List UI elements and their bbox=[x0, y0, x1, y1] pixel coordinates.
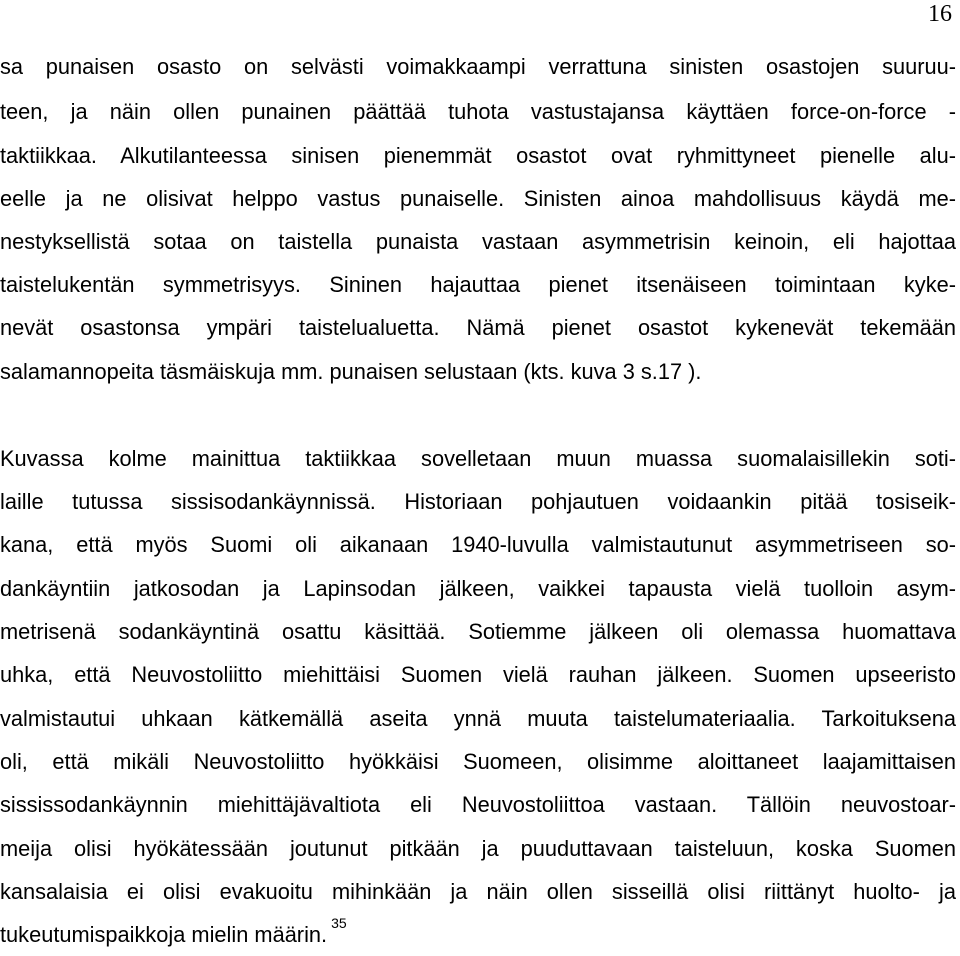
text-line: taktiikkaa. Alkutilanteessa sinisen pienemmät osastot ovat ryhmittyneet pienelle alu- bbox=[0, 143, 956, 168]
text-line: oli, että mikäli Neuvostoliitto hyökkäisi Suomeen, olisimme aloittaneet laajamittaisen bbox=[0, 749, 956, 774]
text-line: nestyksellistä sotaa on taistella punaista vastaan asymmetrisin keinoin, eli hajottaa bbox=[0, 229, 956, 254]
text-line: eelle ja ne olisivat helppo vastus punaiselle. Sinisten ainoa mahdollisuus käydä me- bbox=[0, 186, 956, 211]
text-line: sa punaisen osasto on selvästi voimakkaampi verrattuna sinisten osastojen suuruu- bbox=[0, 54, 956, 79]
footnote-marker[interactable]: 35 bbox=[331, 915, 347, 931]
page-number: 16 bbox=[928, 1, 952, 27]
last-line-text: tukeutumispaikkoja mielin määrin. bbox=[0, 922, 328, 947]
text-line: laille tutussa sissisodankäynnissä. Historiaan pohjautuen voidaankin pitää tosiseik- bbox=[0, 489, 956, 514]
text-line: teen, ja näin ollen punainen päättää tuhota vastustajansa käyttäen force-on-force - bbox=[0, 99, 956, 124]
text-line: metrisenä sodankäyntinä osattu käsittää. Sotiemme jälkeen oli olemassa huomattava bbox=[0, 619, 956, 644]
text-line: uhka, että Neuvostoliitto miehittäisi Suomen vielä rauhan jälkeen. Suomen upseeristo bbox=[0, 662, 956, 687]
text-line: meija olisi hyökätessään joutunut pitkään ja puuduttavaan taisteluun, koska Suomen bbox=[0, 836, 956, 861]
text-line: Kuvassa kolme mainittua taktiikkaa sovelletaan muun muassa suomalaisillekin soti- bbox=[0, 446, 956, 471]
text-line: salamannopeita täsmäiskuja mm. punaisen selustaan (kts. kuva 3 s.17 ). bbox=[0, 359, 702, 384]
text-line: kana, että myös Suomi oli aikanaan 1940-luvulla valmistautunut asymmetriseen so- bbox=[0, 532, 956, 557]
text-line: kansalaisia ei olisi evakuoitu mihinkään ja näin ollen sisseillä olisi riittänyt huolto- ja bbox=[0, 879, 956, 904]
text-line: dankäyntiin jatkosodan ja Lapinsodan jälkeen, vaikkei tapausta vielä tuolloin asym- bbox=[0, 576, 956, 601]
text-line: sississodankäynnin miehittäjävaltiota eli Neuvostoliittoa vastaan. Tällöin neuvostoar- bbox=[0, 792, 956, 817]
text-line: taistelukentän symmetrisyys. Sininen hajauttaa pienet itsenäiseen toimintaan kyke- bbox=[0, 272, 956, 297]
text-line-last bbox=[0, 915, 956, 952]
text-line: valmistautui uhkaan kätkemällä aseita ynnä muuta taistelumateriaalia. Tarkoituksena bbox=[0, 706, 956, 731]
text-line: nevät osastonsa ympäri taistelualuetta. Nämä pienet osastot kykenevät tekemään bbox=[0, 315, 956, 340]
